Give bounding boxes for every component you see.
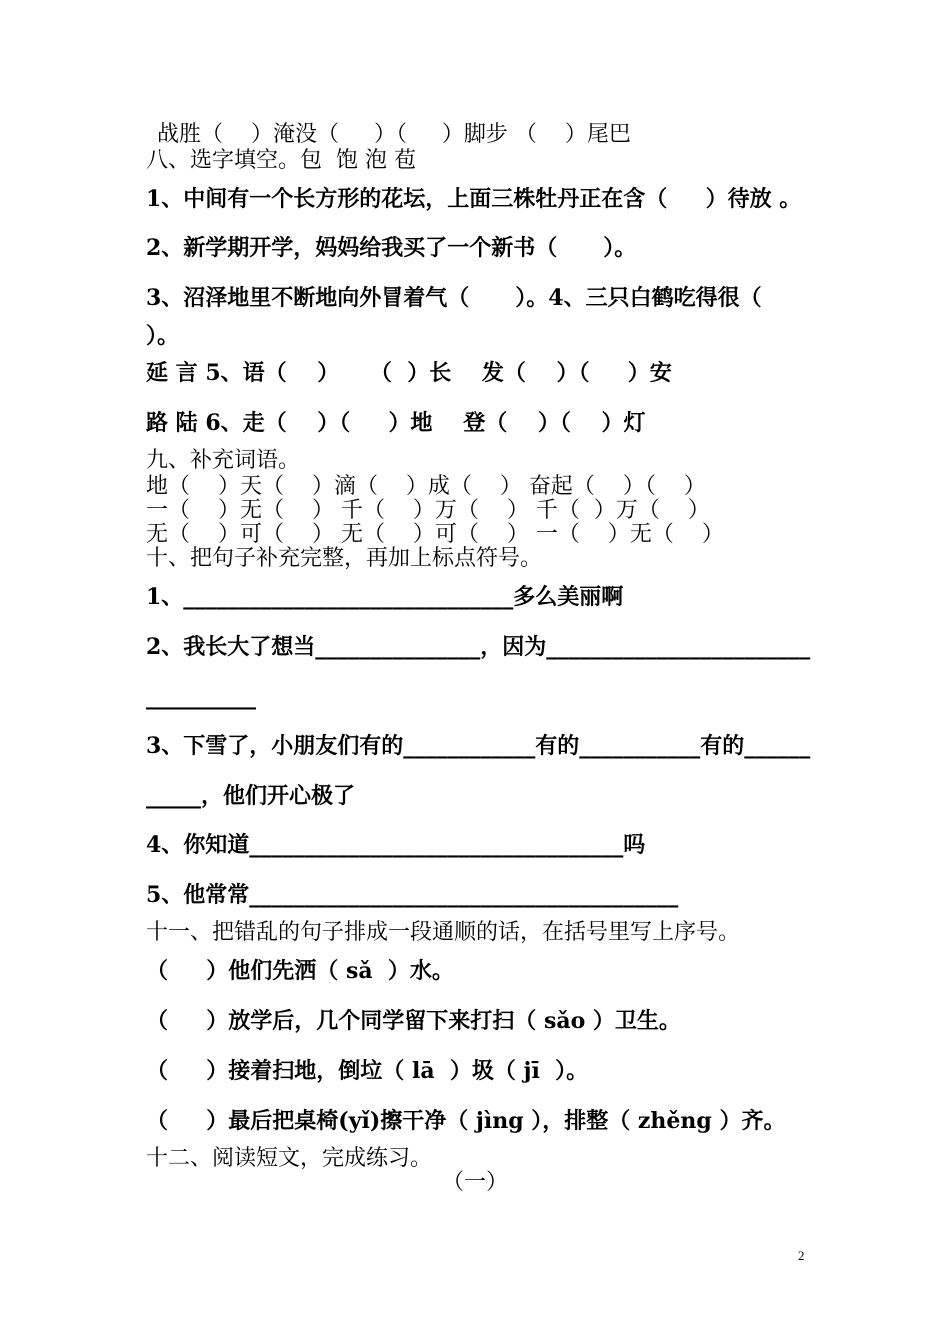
section-10-item-3: 3、下雪了，小朋友们有的____________有的___________有的______ [146, 733, 811, 759]
section-10-item-2-cont: __________ [146, 684, 256, 710]
section-9-row-1: 地（ ）天（ ）滴（ ）成（ ） 奋起（ ）（ ） [146, 474, 706, 499]
page-number: 2 [798, 1248, 805, 1263]
section-8-heading: 八、选字填空。包 饱 泡 苞 [146, 148, 416, 173]
section-8-item-5: 延 言 5、语（ ） （ ）长 发（ ）（ ）安 [146, 360, 672, 386]
section-10-item-2: 2、我长大了想当_______________，因为________________________ [146, 634, 811, 660]
section-9-row-3: 无（ ）可（ ） 无（ ）可（ ） 一（ ）无（ ） [146, 522, 724, 547]
section-12-heading: 十二、阅读短文，完成练习。 [146, 1146, 433, 1171]
section-11-item-2: （ ）放学后，几个同学留下来打扫（ sǎo ）卫生。 [146, 1008, 681, 1034]
section-8-item-1: 1、中间有一个长方形的花坛，上面三株牡丹正在含（ ）待放 。 [146, 186, 802, 212]
vocabulary-fill-line: 战胜（ ）淹没（ ）（ ）脚步 （ ）尾巴 [157, 122, 631, 147]
section-8-item-6: 路 陆 6、走（ ）（ ）地 登（ ）（ ）灯 [146, 410, 646, 436]
section-11-item-1: （ ）他们先洒（ sǎ ）水。 [146, 958, 454, 984]
section-11-item-3: （ ）接着扫地，倒垃（ lā ）圾（ jī ）。 [146, 1058, 589, 1084]
section-11-item-4: （ ）最后把桌椅(yǐ)擦干净（ jìng ），排整（ zhěng ）齐。 [146, 1108, 786, 1134]
section-10-item-4: 4、你知道__________________________________吗 [146, 832, 646, 858]
passage-number: （一） [441, 1170, 508, 1195]
section-10-item-1: 1、______________________________多么美丽啊 [146, 584, 624, 610]
section-9-heading: 九、补充词语。 [146, 448, 301, 473]
section-10-heading: 十、把句子补充完整，再加上标点符号。 [146, 546, 543, 571]
section-9-row-2: 一（ ）无（ ） 千（ ）万（ ） 千（ ）万（ ） [146, 498, 710, 523]
section-8-item-4-cont: ）。 [146, 323, 180, 349]
section-10-item-3-cont: _____，他们开心极了 [146, 783, 356, 809]
section-8-item-3-4: 3、沼泽地里不断地向外冒着气（ ）。4、三只白鹤吃得很（ [146, 285, 762, 311]
section-8-item-2: 2、新学期开学，妈妈给我买了一个新书（ ）。 [146, 235, 637, 261]
section-10-item-5: 5、他常常_______________________________________ [146, 882, 679, 908]
section-11-heading: 十一、把错乱的句子排成一段通顺的话，在括号里写上序号。 [146, 920, 741, 945]
